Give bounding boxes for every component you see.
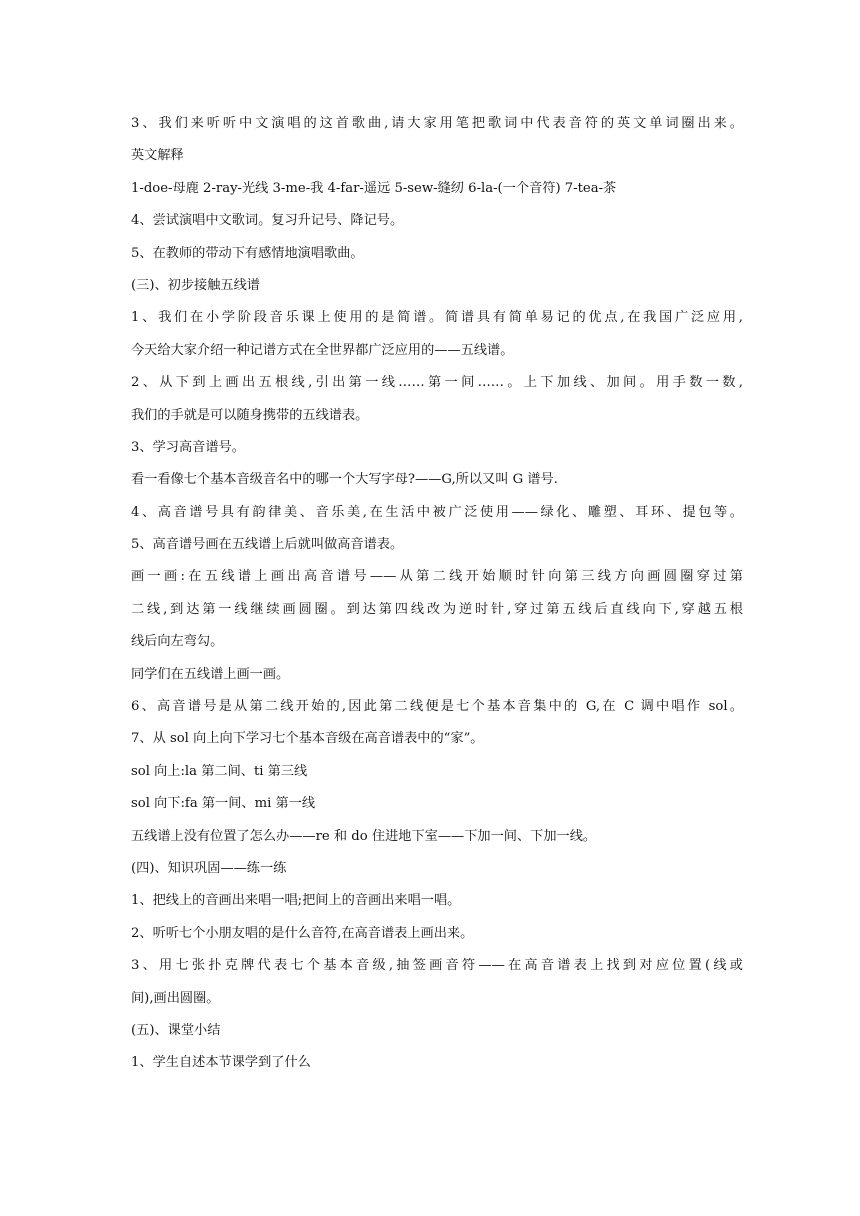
paragraph-line: sol 向下:fa 第一间、mi 第一线 [131, 796, 316, 812]
paragraph-line: 看一看像七个基本音级音名中的哪一个大写字母?——G,所以又叫 G 谱号. [131, 472, 558, 488]
paragraph-line: 1-doe-母鹿 2-ray-光线 3-me-我 4-far-遥远 5-sew-缝纫 6-la-(一个音符) 7-tea-茶 [131, 180, 617, 196]
paragraph-line: 7、从 sol 向上向下学习七个基本音级在高音谱表中的“家”。 [131, 731, 484, 747]
paragraph-line: 五线谱上没有位置了怎么办——re 和 do 住进地下室——下加一间、下加一线。 [131, 828, 597, 844]
paragraph-line: 3、我们来听听中文演唱的这首歌曲,请大家用笔把歌词中代表音符的英文单词圈出来。 [131, 116, 743, 131]
paragraph-line: 间),画出圆圈。 [131, 990, 220, 1006]
document-body [131, 108, 743, 1080]
paragraph-line: 2、从下到上画出五根线,引出第一线……第一间……。上下加线、加间。用手数一数, [131, 375, 743, 391]
paragraph-line: 画一画:在五线谱上画出高音谱号——从第二线开始顺时针向第三线方向画圆圈穿过第 [131, 569, 743, 585]
paragraph-line: 线后向左弯勾。 [131, 634, 224, 650]
paragraph-line: 5、在教师的带动下有感情地演唱歌曲。 [131, 245, 364, 261]
paragraph-line: 4、高音谱号具有韵律美、音乐美,在生活中被广泛使用——绿化、雕塑、耳环、提包等。 [131, 504, 743, 520]
paragraph-line: 二线,到达第一线继续画圆圈。到达第四线改为逆时针,穿过第五线后直线向下,穿越五根 [131, 601, 743, 617]
section-heading: (五)、课堂小结 [131, 1022, 221, 1038]
paragraph-line: 我们的手就是可以随身携带的五线谱表。 [131, 407, 369, 423]
paragraph-line: 5、高音谱号画在五线谱上后就叫做高音谱表。 [131, 537, 404, 553]
paragraph-line: 3、用七张扑克牌代表七个基本音级,抽签画音符——在高音谱表上找到对应位置(线或 [131, 958, 743, 974]
paragraph-line: 1、把线上的音画出来唱一唱;把间上的音画出来唱一唱。 [131, 893, 461, 909]
paragraph-line: 1、学生自述本节课学到了什么 [131, 1055, 311, 1071]
paragraph-line: 1、我们在小学阶段音乐课上使用的是简谱。简谱具有简单易记的优点,在我国广泛应用, [131, 310, 743, 326]
paragraph-line: 英文解释 [131, 148, 184, 164]
paragraph-line: 2、听听七个小朋友唱的是什么音符,在高音谱表上画出来。 [131, 925, 474, 941]
paragraph-line: 今天给大家介绍一种记谱方式在全世界都广泛应用的——五线谱。 [131, 342, 514, 358]
paragraph-line: 3、学习高音谱号。 [131, 439, 245, 455]
paragraph-line: 同学们在五线谱上画一画。 [131, 666, 290, 682]
section-heading: (四)、知识巩固——练一练 [131, 860, 287, 876]
paragraph-line: sol 向上:la 第二间、ti 第三线 [131, 763, 308, 779]
paragraph-line: 4、尝试演唱中文歌词。复习升记号、降记号。 [131, 213, 404, 229]
paragraph-line: 6、高音谱号是从第二线开始的,因此第二线便是七个基本音集中的 G,在 C 调中唱作 sol。 [131, 699, 743, 715]
section-heading: (三)、初步接触五线谱 [131, 277, 260, 293]
